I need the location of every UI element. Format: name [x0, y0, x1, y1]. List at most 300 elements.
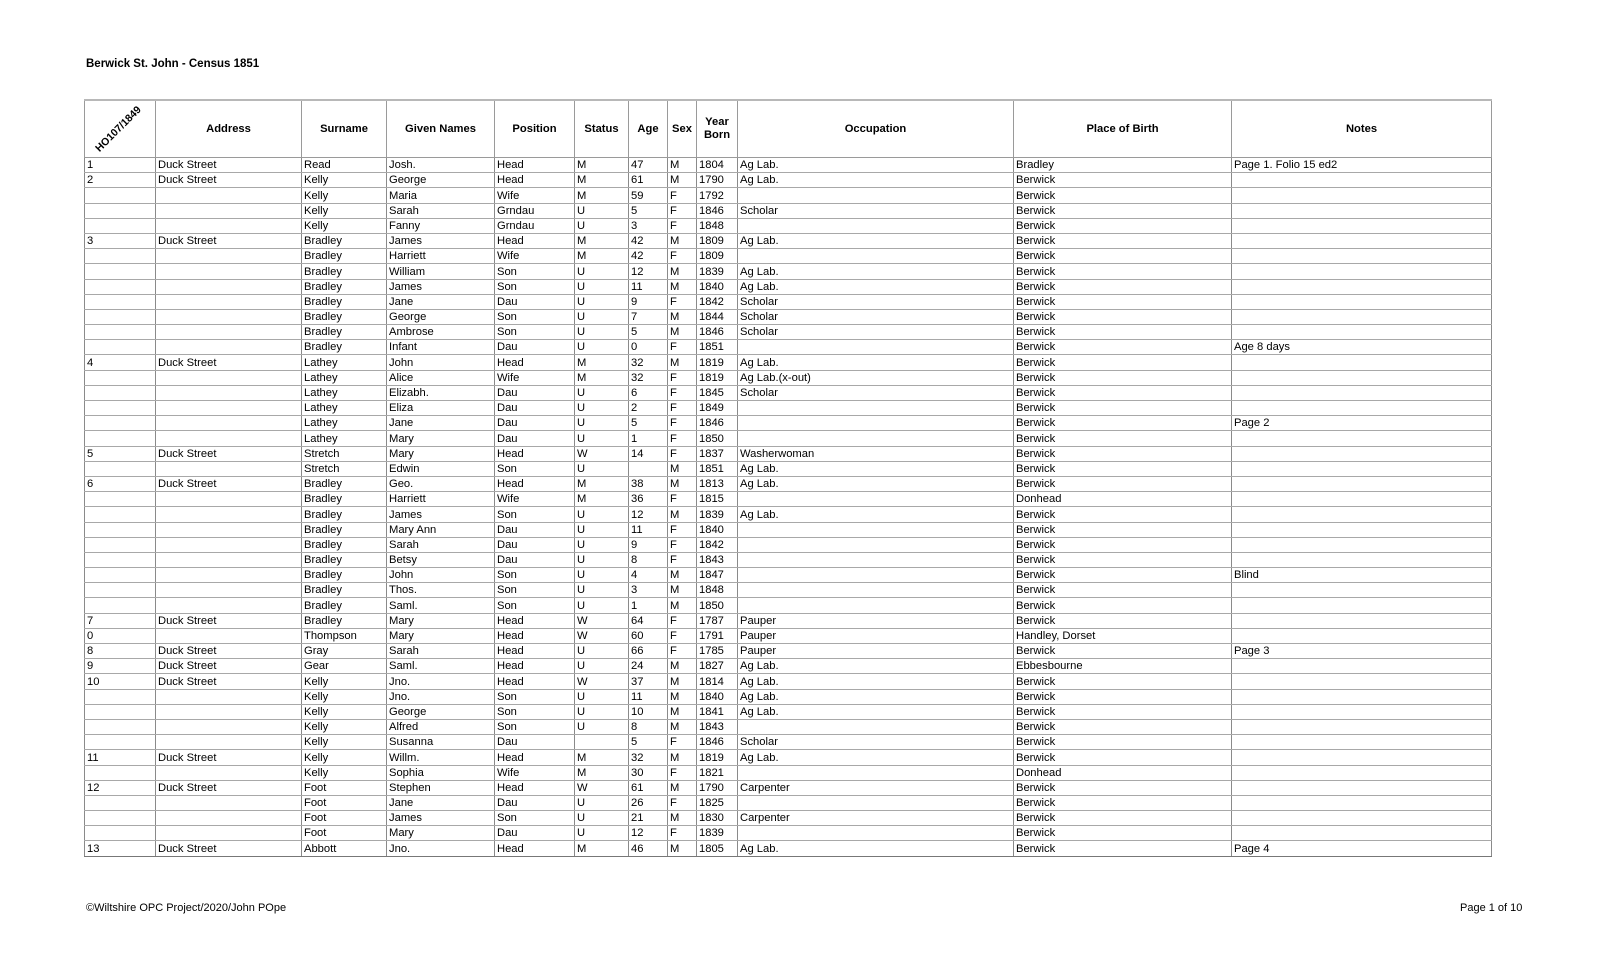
- cell-notes: [1232, 492, 1492, 507]
- cell-year-born: 1805: [697, 841, 738, 856]
- cell-position: Wife: [495, 492, 575, 507]
- cell-age: 32: [629, 370, 668, 385]
- table-row: [85, 264, 1492, 279]
- cell-given-names: Willm.: [387, 750, 495, 765]
- cell-given-names: James: [387, 279, 495, 294]
- cell-ref: 1: [85, 158, 156, 173]
- cell-occupation: Pauper: [738, 628, 1014, 643]
- cell-address: [156, 431, 302, 446]
- cell-occupation: Ag Lab.(x-out): [738, 370, 1014, 385]
- table-row: [85, 719, 1492, 734]
- cell-given-names: Josh.: [387, 158, 495, 173]
- cell-age: 6: [629, 385, 668, 400]
- cell-year-born: 1848: [697, 218, 738, 233]
- cell-year-born: 1809: [697, 249, 738, 264]
- cell-ref: [85, 568, 156, 583]
- cell-place-of-birth: Berwick: [1014, 416, 1232, 431]
- cell-year-born: 1839: [697, 264, 738, 279]
- table-row: [85, 568, 1492, 583]
- cell-age: 12: [629, 826, 668, 841]
- cell-age: 11: [629, 279, 668, 294]
- table-row: [85, 249, 1492, 264]
- cell-status: M: [575, 492, 629, 507]
- cell-notes: [1232, 173, 1492, 188]
- cell-status: U: [575, 416, 629, 431]
- header-position: Position: [495, 100, 575, 158]
- cell-age: 3: [629, 218, 668, 233]
- cell-position: Son: [495, 325, 575, 340]
- cell-given-names: Sarah: [387, 537, 495, 552]
- cell-place-of-birth: Berwick: [1014, 552, 1232, 567]
- cell-position: Head: [495, 355, 575, 370]
- cell-notes: [1232, 795, 1492, 810]
- cell-year-born: 1837: [697, 446, 738, 461]
- cell-sex: F: [668, 522, 697, 537]
- cell-place-of-birth: Berwick: [1014, 719, 1232, 734]
- cell-occupation: [738, 583, 1014, 598]
- cell-address: [156, 704, 302, 719]
- cell-ref: [85, 811, 156, 826]
- cell-ref: [85, 431, 156, 446]
- cell-age: 2: [629, 401, 668, 416]
- cell-given-names: Jane: [387, 416, 495, 431]
- cell-year-born: 1830: [697, 811, 738, 826]
- cell-notes: Page 1. Folio 15 ed2: [1232, 158, 1492, 173]
- cell-year-born: 1839: [697, 507, 738, 522]
- cell-sex: M: [668, 811, 697, 826]
- cell-sex: F: [668, 765, 697, 780]
- cell-age: 32: [629, 355, 668, 370]
- cell-ref: [85, 188, 156, 203]
- cell-year-born: 1819: [697, 750, 738, 765]
- cell-occupation: Ag Lab.: [738, 461, 1014, 476]
- cell-notes: [1232, 537, 1492, 552]
- cell-year-born: 1846: [697, 325, 738, 340]
- cell-sex: M: [668, 568, 697, 583]
- cell-notes: [1232, 750, 1492, 765]
- cell-position: Head: [495, 841, 575, 856]
- cell-surname: Bradley: [302, 552, 387, 567]
- cell-position: Dau: [495, 826, 575, 841]
- cell-age: 30: [629, 765, 668, 780]
- cell-status: U: [575, 218, 629, 233]
- cell-age: 61: [629, 173, 668, 188]
- table-row: [85, 158, 1492, 173]
- table-row: [85, 811, 1492, 826]
- cell-ref: [85, 294, 156, 309]
- cell-occupation: Ag Lab.: [738, 233, 1014, 248]
- header-age: Age: [629, 100, 668, 158]
- cell-notes: [1232, 507, 1492, 522]
- cell-notes: [1232, 522, 1492, 537]
- cell-sex: F: [668, 644, 697, 659]
- cell-position: Son: [495, 719, 575, 734]
- table-row: [85, 704, 1492, 719]
- cell-surname: Lathey: [302, 416, 387, 431]
- cell-status: U: [575, 279, 629, 294]
- cell-age: 1: [629, 431, 668, 446]
- cell-status: M: [575, 173, 629, 188]
- cell-surname: Kelly: [302, 689, 387, 704]
- document-title: Berwick St. John - Census 1851: [86, 58, 260, 70]
- cell-place-of-birth: Berwick: [1014, 795, 1232, 810]
- cell-position: Head: [495, 674, 575, 689]
- table-row: [85, 233, 1492, 248]
- cell-place-of-birth: Berwick: [1014, 355, 1232, 370]
- cell-occupation: [738, 401, 1014, 416]
- cell-ref: 8: [85, 644, 156, 659]
- cell-address: [156, 340, 302, 355]
- cell-status: M: [575, 158, 629, 173]
- table-row: [85, 370, 1492, 385]
- cell-place-of-birth: Berwick: [1014, 446, 1232, 461]
- cell-place-of-birth: Berwick: [1014, 370, 1232, 385]
- cell-notes: [1232, 689, 1492, 704]
- cell-sex: M: [668, 279, 697, 294]
- cell-year-born: 1844: [697, 309, 738, 324]
- cell-notes: [1232, 765, 1492, 780]
- cell-address: [156, 826, 302, 841]
- cell-sex: F: [668, 826, 697, 841]
- cell-given-names: Thos.: [387, 583, 495, 598]
- cell-age: 64: [629, 613, 668, 628]
- cell-sex: F: [668, 795, 697, 810]
- table-row: [85, 173, 1492, 188]
- cell-place-of-birth: Berwick: [1014, 249, 1232, 264]
- table-row: [85, 689, 1492, 704]
- cell-year-born: 1850: [697, 431, 738, 446]
- cell-notes: [1232, 674, 1492, 689]
- cell-status: U: [575, 309, 629, 324]
- cell-given-names: Sarah: [387, 644, 495, 659]
- cell-sex: M: [668, 355, 697, 370]
- cell-status: U: [575, 461, 629, 476]
- cell-ref: [85, 492, 156, 507]
- cell-address: [156, 537, 302, 552]
- cell-ref: 10: [85, 674, 156, 689]
- cell-year-born: 1851: [697, 461, 738, 476]
- cell-occupation: Scholar: [738, 735, 1014, 750]
- header-ref: HO107/1849: [85, 100, 156, 158]
- cell-occupation: Ag Lab.: [738, 158, 1014, 173]
- cell-year-born: 1825: [697, 795, 738, 810]
- cell-year-born: 1785: [697, 644, 738, 659]
- cell-age: 66: [629, 644, 668, 659]
- cell-given-names: Betsy: [387, 552, 495, 567]
- cell-given-names: Sarah: [387, 203, 495, 218]
- cell-address: [156, 795, 302, 810]
- cell-status: U: [575, 659, 629, 674]
- cell-surname: Bradley: [302, 598, 387, 613]
- cell-occupation: Ag Lab.: [738, 264, 1014, 279]
- cell-place-of-birth: Berwick: [1014, 431, 1232, 446]
- cell-given-names: Harriett: [387, 249, 495, 264]
- header-row: [85, 100, 1492, 158]
- cell-surname: Gray: [302, 644, 387, 659]
- cell-address: [156, 325, 302, 340]
- cell-surname: Lathey: [302, 401, 387, 416]
- cell-status: W: [575, 674, 629, 689]
- cell-position: Head: [495, 158, 575, 173]
- cell-given-names: Alice: [387, 370, 495, 385]
- cell-age: 24: [629, 659, 668, 674]
- header-given-names: Given Names: [387, 100, 495, 158]
- cell-surname: Lathey: [302, 370, 387, 385]
- cell-address: [156, 249, 302, 264]
- cell-surname: Kelly: [302, 173, 387, 188]
- cell-status: U: [575, 203, 629, 218]
- cell-age: 0: [629, 340, 668, 355]
- cell-ref: [85, 826, 156, 841]
- cell-notes: [1232, 203, 1492, 218]
- cell-sex: F: [668, 294, 697, 309]
- cell-given-names: Maria: [387, 188, 495, 203]
- cell-address: [156, 552, 302, 567]
- cell-position: Dau: [495, 537, 575, 552]
- cell-sex: F: [668, 340, 697, 355]
- cell-address: Duck Street: [156, 233, 302, 248]
- table-row: [85, 218, 1492, 233]
- cell-address: [156, 583, 302, 598]
- cell-status: U: [575, 552, 629, 567]
- cell-address: [156, 719, 302, 734]
- cell-sex: F: [668, 416, 697, 431]
- table-row: [85, 431, 1492, 446]
- cell-given-names: Sophia: [387, 765, 495, 780]
- cell-place-of-birth: Berwick: [1014, 309, 1232, 324]
- cell-notes: [1232, 279, 1492, 294]
- cell-address: Duck Street: [156, 674, 302, 689]
- cell-given-names: Elizabh.: [387, 385, 495, 400]
- cell-year-born: 1843: [697, 552, 738, 567]
- cell-ref: [85, 522, 156, 537]
- cell-age: 14: [629, 446, 668, 461]
- cell-notes: [1232, 355, 1492, 370]
- cell-surname: Gear: [302, 659, 387, 674]
- cell-address: Duck Street: [156, 476, 302, 491]
- cell-surname: Lathey: [302, 385, 387, 400]
- cell-surname: Bradley: [302, 492, 387, 507]
- cell-place-of-birth: Berwick: [1014, 264, 1232, 279]
- cell-status: M: [575, 750, 629, 765]
- cell-notes: [1232, 735, 1492, 750]
- table-row: [85, 446, 1492, 461]
- cell-occupation: Ag Lab.: [738, 507, 1014, 522]
- cell-occupation: Ag Lab.: [738, 659, 1014, 674]
- cell-year-born: 1842: [697, 537, 738, 552]
- cell-given-names: William: [387, 264, 495, 279]
- cell-notes: [1232, 401, 1492, 416]
- cell-occupation: Washerwoman: [738, 446, 1014, 461]
- table-row: [85, 476, 1492, 491]
- cell-status: W: [575, 613, 629, 628]
- cell-address: Duck Street: [156, 841, 302, 856]
- cell-sex: F: [668, 537, 697, 552]
- cell-notes: [1232, 294, 1492, 309]
- cell-notes: [1232, 446, 1492, 461]
- cell-position: Son: [495, 598, 575, 613]
- cell-year-born: 1814: [697, 674, 738, 689]
- cell-surname: Bradley: [302, 325, 387, 340]
- cell-sex: F: [668, 446, 697, 461]
- cell-position: Dau: [495, 416, 575, 431]
- cell-given-names: Edwin: [387, 461, 495, 476]
- cell-position: Head: [495, 446, 575, 461]
- cell-ref: 3: [85, 233, 156, 248]
- cell-sex: F: [668, 401, 697, 416]
- cell-ref: [85, 689, 156, 704]
- cell-given-names: Infant: [387, 340, 495, 355]
- cell-position: Head: [495, 476, 575, 491]
- cell-year-born: 1849: [697, 401, 738, 416]
- cell-surname: Kelly: [302, 674, 387, 689]
- cell-occupation: Pauper: [738, 613, 1014, 628]
- cell-position: Wife: [495, 765, 575, 780]
- cell-age: 5: [629, 735, 668, 750]
- table-row: [85, 735, 1492, 750]
- cell-position: Son: [495, 689, 575, 704]
- cell-year-born: 1819: [697, 370, 738, 385]
- cell-age: 32: [629, 750, 668, 765]
- cell-status: U: [575, 598, 629, 613]
- cell-year-born: 1846: [697, 203, 738, 218]
- cell-place-of-birth: Berwick: [1014, 476, 1232, 491]
- cell-year-born: 1792: [697, 188, 738, 203]
- cell-surname: Kelly: [302, 203, 387, 218]
- cell-given-names: George: [387, 309, 495, 324]
- cell-surname: Abbott: [302, 841, 387, 856]
- cell-position: Head: [495, 628, 575, 643]
- cell-surname: Bradley: [302, 233, 387, 248]
- cell-occupation: Scholar: [738, 325, 1014, 340]
- cell-surname: Bradley: [302, 476, 387, 491]
- cell-notes: Page 3: [1232, 644, 1492, 659]
- cell-sex: M: [668, 841, 697, 856]
- table-row: [85, 537, 1492, 552]
- cell-surname: Foot: [302, 826, 387, 841]
- cell-position: Dau: [495, 401, 575, 416]
- cell-status: U: [575, 264, 629, 279]
- cell-occupation: Ag Lab.: [738, 279, 1014, 294]
- cell-address: [156, 765, 302, 780]
- cell-given-names: Eliza: [387, 401, 495, 416]
- cell-occupation: Ag Lab.: [738, 750, 1014, 765]
- table-row: [85, 416, 1492, 431]
- cell-place-of-birth: Berwick: [1014, 188, 1232, 203]
- cell-year-born: 1841: [697, 704, 738, 719]
- cell-position: Head: [495, 644, 575, 659]
- cell-place-of-birth: Berwick: [1014, 325, 1232, 340]
- cell-notes: [1232, 249, 1492, 264]
- cell-given-names: Jane: [387, 795, 495, 810]
- cell-sex: M: [668, 598, 697, 613]
- cell-notes: [1232, 461, 1492, 476]
- cell-age: 5: [629, 203, 668, 218]
- cell-sex: M: [668, 689, 697, 704]
- cell-notes: [1232, 552, 1492, 567]
- cell-surname: Kelly: [302, 735, 387, 750]
- cell-place-of-birth: Ebbesbourne: [1014, 659, 1232, 674]
- cell-occupation: Carpenter: [738, 780, 1014, 795]
- cell-given-names: Mary: [387, 826, 495, 841]
- cell-year-born: 1845: [697, 385, 738, 400]
- cell-age: 11: [629, 689, 668, 704]
- cell-ref: [85, 401, 156, 416]
- cell-given-names: Jno.: [387, 674, 495, 689]
- cell-place-of-birth: Handley, Dorset: [1014, 628, 1232, 643]
- cell-address: Duck Street: [156, 780, 302, 795]
- cell-status: U: [575, 568, 629, 583]
- cell-surname: Kelly: [302, 704, 387, 719]
- cell-notes: [1232, 704, 1492, 719]
- cell-address: [156, 385, 302, 400]
- cell-surname: Bradley: [302, 507, 387, 522]
- cell-address: [156, 811, 302, 826]
- cell-status: U: [575, 325, 629, 340]
- cell-age: 42: [629, 233, 668, 248]
- cell-occupation: [738, 522, 1014, 537]
- cell-age: 38: [629, 476, 668, 491]
- cell-age: 46: [629, 841, 668, 856]
- cell-occupation: [738, 537, 1014, 552]
- cell-ref: [85, 765, 156, 780]
- cell-position: Son: [495, 811, 575, 826]
- cell-given-names: George: [387, 704, 495, 719]
- cell-given-names: James: [387, 233, 495, 248]
- cell-place-of-birth: Berwick: [1014, 750, 1232, 765]
- cell-sex: F: [668, 249, 697, 264]
- cell-occupation: Ag Lab.: [738, 173, 1014, 188]
- cell-age: 42: [629, 249, 668, 264]
- cell-status: M: [575, 188, 629, 203]
- cell-occupation: [738, 568, 1014, 583]
- cell-occupation: Ag Lab.: [738, 674, 1014, 689]
- cell-occupation: Pauper: [738, 644, 1014, 659]
- cell-notes: [1232, 659, 1492, 674]
- cell-year-born: 1851: [697, 340, 738, 355]
- cell-address: [156, 492, 302, 507]
- cell-ref: [85, 370, 156, 385]
- cell-surname: Bradley: [302, 279, 387, 294]
- cell-surname: Kelly: [302, 750, 387, 765]
- cell-sex: M: [668, 704, 697, 719]
- cell-place-of-birth: Berwick: [1014, 507, 1232, 522]
- cell-position: Dau: [495, 735, 575, 750]
- cell-status: U: [575, 826, 629, 841]
- cell-position: Head: [495, 750, 575, 765]
- table-row: [85, 628, 1492, 643]
- cell-place-of-birth: Berwick: [1014, 218, 1232, 233]
- cell-year-born: 1846: [697, 735, 738, 750]
- cell-position: Dau: [495, 795, 575, 810]
- cell-status: M: [575, 355, 629, 370]
- cell-position: Head: [495, 659, 575, 674]
- cell-sex: M: [668, 158, 697, 173]
- cell-position: Son: [495, 461, 575, 476]
- cell-surname: Thompson: [302, 628, 387, 643]
- cell-notes: [1232, 719, 1492, 734]
- cell-surname: Bradley: [302, 249, 387, 264]
- cell-address: [156, 507, 302, 522]
- cell-given-names: Geo.: [387, 476, 495, 491]
- header-place-of-birth: Place of Birth: [1014, 100, 1232, 158]
- cell-occupation: Scholar: [738, 294, 1014, 309]
- cell-status: U: [575, 644, 629, 659]
- cell-notes: [1232, 826, 1492, 841]
- cell-status: M: [575, 765, 629, 780]
- cell-given-names: Jno.: [387, 841, 495, 856]
- cell-ref: 11: [85, 750, 156, 765]
